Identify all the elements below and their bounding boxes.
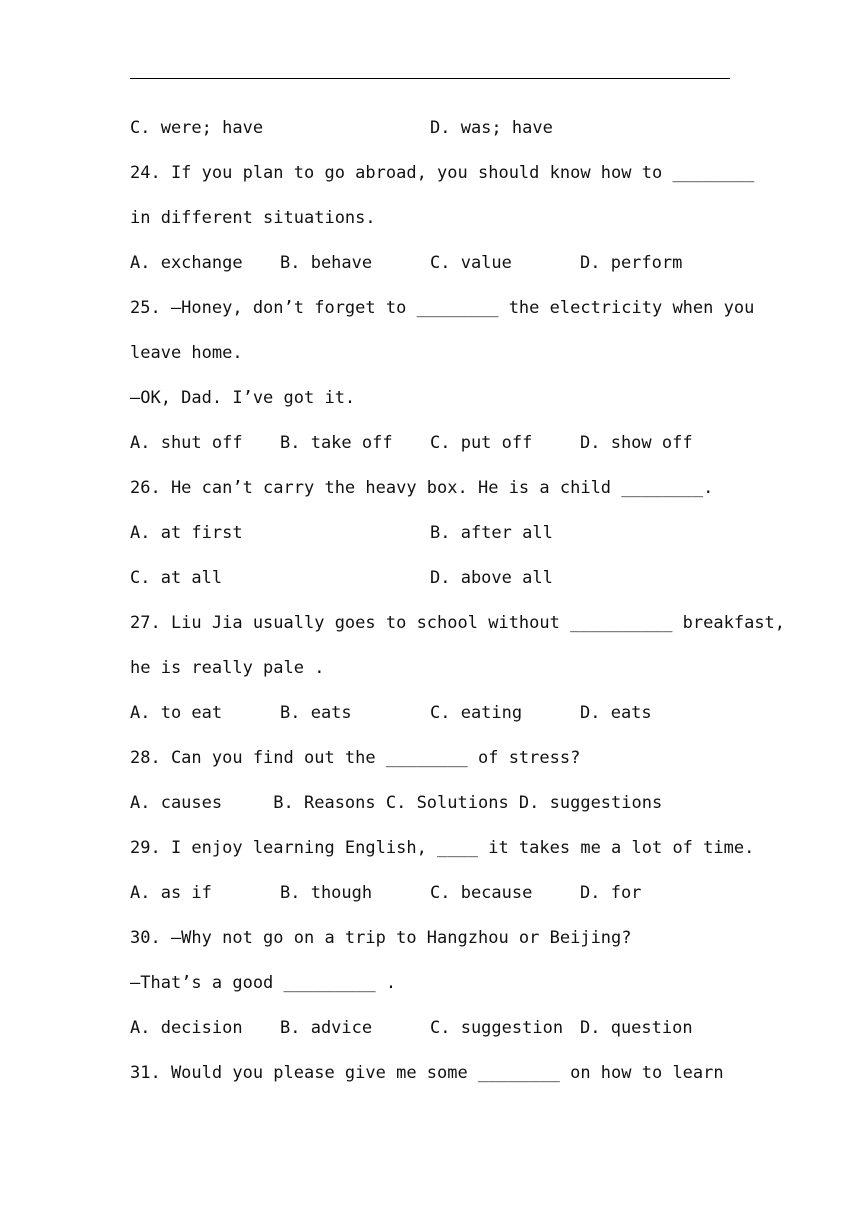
question-24: 24. If you plan to go abroad, you should know how to ________ xyxy=(130,163,755,183)
question-30: 30. —Why not go on a trip to Hangzhou or Beijing? xyxy=(130,928,632,948)
options-28: A. causes B. Reasons C. Solutions D. suggestions xyxy=(130,793,663,813)
question-26: 26. He can’t carry the heavy box. He is a child ________. xyxy=(130,478,714,498)
option-a: A. exchange xyxy=(130,253,243,273)
option-d: D. eats xyxy=(580,703,652,723)
option-a: A. shut off xyxy=(130,433,243,453)
question-31: 31. Would you please give me some ________ on how to learn xyxy=(130,1063,724,1083)
question-29: 29. I enjoy learning English, ____ it takes me a lot of time. xyxy=(130,838,755,858)
option-d: D. for xyxy=(580,883,642,903)
question-25-reply: —OK, Dad. I’ve got it. xyxy=(130,388,356,408)
option-d: D. perform xyxy=(580,253,683,273)
header-rule xyxy=(130,78,730,79)
option-b: B. advice xyxy=(280,1018,373,1038)
option-a: A. at first xyxy=(130,523,243,543)
option-d: D. above all xyxy=(430,568,553,588)
option-c: C. value xyxy=(430,253,512,273)
option-b: B. though xyxy=(280,883,373,903)
question-25: 25. —Honey, don’t forget to ________ the electricity when you xyxy=(130,298,755,318)
question-24-cont: in different situations. xyxy=(130,208,376,228)
option-c: C. were; have xyxy=(130,118,264,138)
option-a: A. to eat xyxy=(130,703,223,723)
option-c: C. suggestion xyxy=(430,1018,564,1038)
option-c: C. eating xyxy=(430,703,523,723)
option-d: D. question xyxy=(580,1018,693,1038)
question-25-cont: leave home. xyxy=(130,343,243,363)
option-d: D. show off xyxy=(580,433,693,453)
option-a: A. as if xyxy=(130,883,212,903)
option-c: C. at all xyxy=(130,568,223,588)
option-c: C. because xyxy=(430,883,533,903)
option-c: C. put off xyxy=(430,433,533,453)
option-b: B. behave xyxy=(280,253,373,273)
option-a: A. decision xyxy=(130,1018,243,1038)
question-27: 27. Liu Jia usually goes to school without __________ breakfast, xyxy=(130,613,786,633)
option-d: D. was; have xyxy=(430,118,553,138)
question-28: 28. Can you find out the ________ of stress? xyxy=(130,748,581,768)
option-b: B. after all xyxy=(430,523,553,543)
option-b: B. take off xyxy=(280,433,393,453)
option-b: B. eats xyxy=(280,703,352,723)
question-27-cont: he is really pale . xyxy=(130,658,325,678)
question-30-reply: —That’s a good _________ . xyxy=(130,973,397,993)
